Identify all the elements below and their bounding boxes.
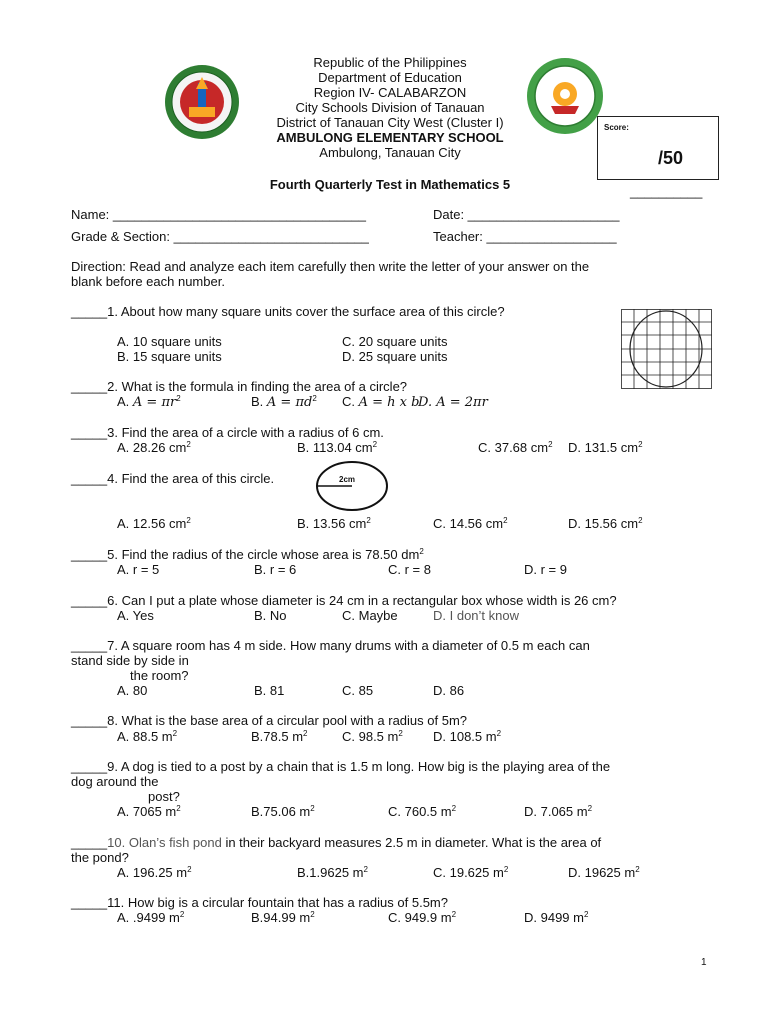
q4-option-c: C. 14.56 $cm^2$ — [433, 516, 508, 531]
q3-option-a: A. 28.26 $cm^2$ — [117, 440, 191, 455]
header-line-5: District of Tanauan City West (Cluster I) — [276, 115, 504, 130]
question-10-line-1: _____10. Olan’s fish pond in their backyard measures 2.5 m in diameter. What is the area of — [71, 835, 602, 850]
header-line-4: City Schools Division of Tanauan — [295, 100, 485, 115]
q2-option-d: D. A = 2πr — [418, 395, 488, 410]
q2-option-a: A. $A = \pi r^2$ — [117, 394, 181, 410]
q11-option-d: D. 9499 $m^2$ — [524, 910, 589, 925]
question-5: _____5. Find the radius of the circle whose area is 78.50 $dm^2$ — [71, 547, 424, 562]
q1-option-a: A. 10 square units — [117, 334, 222, 349]
q8-option-c: C. 98.5 $m^2$ — [342, 729, 403, 744]
q7-option-b: B. 81 — [254, 683, 285, 698]
q11-option-c: C. 949.9 $m^2$ — [388, 910, 457, 925]
question-10-line-2: the pond? — [71, 850, 129, 865]
direction-line-2: blank before each number. — [71, 274, 225, 289]
question-3: _____3. Find the area of a circle with a radius of 6 cm. — [71, 425, 384, 440]
q8-option-d: D. 108.5 $m^2$ — [433, 729, 502, 744]
q6-option-c: C. Maybe — [342, 608, 398, 623]
grid-circle-figure — [621, 309, 712, 389]
q4-option-b: B. 13.56 $cm^2$ — [297, 516, 371, 531]
q5-option-d: D. r = 9 — [524, 562, 567, 577]
q3-option-d: D. 131.5 $cm^2$ — [568, 440, 643, 455]
q2-option-b: B. $A = \pi d^2$ — [251, 394, 317, 410]
q9-option-d: D. 7.065 $m^2$ — [524, 804, 593, 819]
grade-section-field: Grade & Section: ___________________________ — [71, 229, 369, 244]
q9-option-b: B.75.06 $m^2$ — [251, 804, 315, 819]
q6-option-a: A. Yes — [117, 608, 154, 623]
q2-option-c: C. A = h x b — [342, 394, 420, 410]
q11-option-a: A. .9499 $m^2$ — [117, 910, 185, 925]
radius-label: 2cm — [339, 475, 356, 484]
q6-option-d: D. I don’t know — [433, 608, 519, 623]
score-underline: __________ — [630, 184, 703, 199]
q10-option-d: D. 19625 $m^2$ — [568, 865, 640, 880]
q5-option-c: C. r = 8 — [388, 562, 431, 577]
q1-option-b: B. 15 square units — [117, 349, 222, 364]
question-9-line-1: _____9. A dog is tied to a post by a chain that is 1.5 m long. How big is the playing area of the — [71, 759, 611, 774]
q9-option-c: C. 760.5 $m^2$ — [388, 804, 457, 819]
direction-line-1: Direction: Read and analyze each item carefully then write the letter of your answer on the — [71, 259, 590, 274]
school-address: Ambulong, Tanauan City — [319, 145, 461, 160]
name-field: Name: ___________________________________ — [71, 207, 366, 222]
q10-option-c: C. 19.625 $m^2$ — [433, 865, 509, 880]
header-line-1: Republic of the Philippines — [313, 55, 467, 70]
q4-option-a: A. 12.56 $cm^2$ — [117, 516, 191, 531]
q6-option-b: B. No — [254, 608, 287, 623]
question-2: _____2. What is the formula in finding the area of a circle? — [71, 379, 408, 394]
test-title: Fourth Quarterly Test in Mathematics 5 — [269, 177, 511, 192]
q3-option-c: C. 37.68 $cm^2$ — [478, 440, 553, 455]
q1-option-d: D. 25 square units — [342, 349, 448, 364]
question-11: _____11. How big is a circular fountain that has a radius of 5.5m? — [71, 895, 448, 910]
score-total: /50 — [658, 148, 684, 168]
teacher-field: Teacher: __________________ — [433, 229, 617, 244]
question-9-line-2: dog around the — [71, 774, 159, 789]
q1-option-c: C. 20 square units — [342, 334, 448, 349]
question-7-line-1: _____7. A square room has 4 m side. How many drums with a diameter of 0.5 m each can — [71, 638, 590, 653]
question-1: _____1. About how many square units cover the surface area of this circle? — [71, 304, 505, 319]
page-number: 1 — [701, 957, 707, 968]
score-label: Score: — [604, 123, 629, 132]
circle-radius-figure — [315, 460, 389, 512]
question-4: _____4. Find the area of this circle. — [71, 471, 275, 486]
question-6: _____6. Can I put a plate whose diameter is 24 cm in a rectangular box whose width is 26 cm? — [71, 593, 617, 608]
q7-option-c: C. 85 — [342, 683, 374, 698]
q5-option-a: A. r = 5 — [117, 562, 160, 577]
question-8: _____8. What is the base area of a circular pool with a radius of 5m? — [71, 713, 467, 728]
header-line-3: Region IV- CALABARZON — [313, 85, 467, 100]
q10-option-b: B.1.9625 $m^2$ — [297, 865, 368, 880]
question-7-line-3: the room? — [130, 668, 189, 683]
q4-option-d: D. 15.56 $cm^2$ — [568, 516, 643, 531]
q8-option-a: A. 88.5 $m^2$ — [117, 729, 178, 744]
q7-option-d: D. 86 — [433, 683, 465, 698]
q8-option-b: B.78.5 $m^2$ — [251, 729, 308, 744]
question-9-line-3: post? — [148, 789, 180, 804]
q9-option-a: A. 7065 $m^2$ — [117, 804, 181, 819]
q5-option-b: B. r = 6 — [254, 562, 297, 577]
q3-option-b: B. 113.04 $cm^2$ — [297, 440, 378, 455]
score-box — [597, 116, 719, 180]
school-name: AMBULONG ELEMENTARY SCHOOL — [276, 130, 504, 145]
q11-option-b: B.94.99 $m^2$ — [251, 910, 315, 925]
header-line-2: Department of Education — [318, 70, 462, 85]
question-7-line-2: stand side by side in — [71, 653, 189, 668]
q7-option-a: A. 80 — [117, 683, 148, 698]
q10-option-a: A. 196.25 $m^2$ — [117, 865, 192, 880]
date-field: Date: _____________________ — [433, 207, 620, 222]
